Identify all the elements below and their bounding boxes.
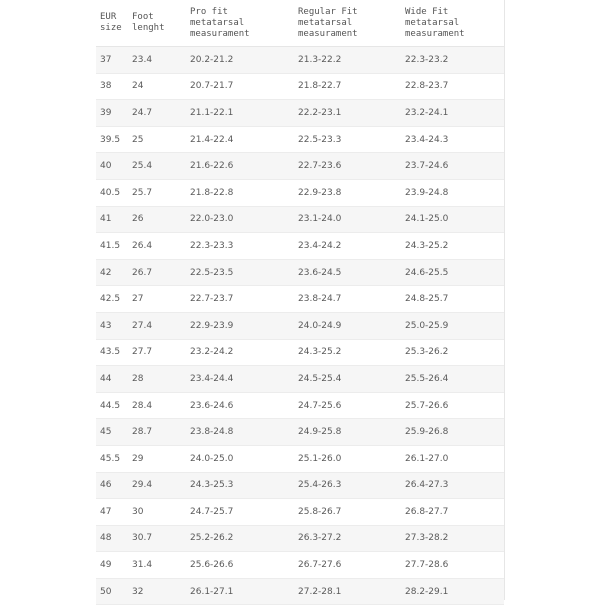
cell-foot-length: 28.4 [128,392,186,419]
cell-pro-fit: 23.4-24.4 [186,366,294,393]
header-line: measurament [298,28,358,39]
table-row [96,73,504,100]
cell-foot-length: 32 [128,578,186,605]
table-row [96,472,504,499]
header-line: measurament [190,28,250,39]
cell-wide-fit: 26.1-27.0 [401,445,504,472]
cell-pro-fit: 25.6-26.6 [186,552,294,579]
cell-wide-fit: 27.3-28.2 [401,525,504,552]
cell-eur-size: 43 [96,312,128,339]
cell-wide-fit: 24.8-25.7 [401,286,504,313]
table-row [96,286,504,313]
cell-pro-fit: 24.0-25.0 [186,445,294,472]
size-chart [96,0,505,600]
table-row [96,100,504,127]
table-row [96,525,504,552]
cell-foot-length: 25 [128,126,186,153]
cell-regular-fit: 23.1-24.0 [294,206,401,233]
cell-regular-fit: 25.8-26.7 [294,499,401,526]
cell-eur-size: 38 [96,73,128,100]
cell-pro-fit: 23.2-24.2 [186,339,294,366]
cell-regular-fit: 23.4-24.2 [294,233,401,260]
cell-eur-size: 41.5 [96,233,128,260]
table-row [96,233,504,260]
cell-foot-length: 27.7 [128,339,186,366]
cell-regular-fit: 21.8-22.7 [294,73,401,100]
cell-eur-size: 44.5 [96,392,128,419]
cell-regular-fit: 22.7-23.6 [294,153,401,180]
cell-eur-size: 41 [96,206,128,233]
cell-regular-fit: 25.1-26.0 [294,445,401,472]
cell-foot-length: 27.4 [128,312,186,339]
cell-regular-fit: 25.4-26.3 [294,472,401,499]
cell-foot-length: 25.4 [128,153,186,180]
cell-wide-fit: 23.7-24.6 [401,153,504,180]
size-table [96,0,504,605]
cell-foot-length: 29.4 [128,472,186,499]
table-header [96,0,504,47]
cell-pro-fit: 23.6-24.6 [186,392,294,419]
cell-pro-fit: 22.7-23.7 [186,286,294,313]
cell-foot-length: 24.7 [128,100,186,127]
cell-regular-fit: 21.3-22.2 [294,47,401,74]
cell-wide-fit: 28.2-29.1 [401,578,504,605]
cell-regular-fit: 26.7-27.6 [294,552,401,579]
cell-pro-fit: 24.3-25.3 [186,472,294,499]
cell-foot-length: 25.7 [128,179,186,206]
cell-eur-size: 42.5 [96,286,128,313]
header-line: lenght [132,23,165,33]
cell-eur-size: 47 [96,499,128,526]
cell-foot-length: 30 [128,499,186,526]
cell-wide-fit: 23.4-24.3 [401,126,504,153]
cell-foot-length: 26.4 [128,233,186,260]
cell-wide-fit: 25.7-26.6 [401,392,504,419]
cell-pro-fit: 21.1-22.1 [186,100,294,127]
header-regular-fit [294,0,401,47]
header-line: Wide Fit [405,6,449,17]
header-line: Pro fit [190,6,228,17]
header-foot-length [128,0,186,47]
cell-wide-fit: 25.3-26.2 [401,339,504,366]
cell-regular-fit: 23.6-24.5 [294,259,401,286]
table-row [96,179,504,206]
cell-pro-fit: 20.2-21.2 [186,47,294,74]
cell-regular-fit: 27.2-28.1 [294,578,401,605]
cell-wide-fit: 26.8-27.7 [401,499,504,526]
table-row [96,47,504,74]
header-eur-size [96,0,128,47]
cell-eur-size: 49 [96,552,128,579]
cell-pro-fit: 21.8-22.8 [186,179,294,206]
table-row [96,339,504,366]
table-row [96,419,504,446]
header-line: metatarsal [298,17,353,28]
cell-foot-length: 29 [128,445,186,472]
header-row [96,0,504,47]
table-row [96,499,504,526]
table-row [96,126,504,153]
cell-wide-fit: 25.5-26.4 [401,366,504,393]
cell-regular-fit: 22.2-23.1 [294,100,401,127]
cell-regular-fit: 24.0-24.9 [294,312,401,339]
cell-pro-fit: 22.3-23.3 [186,233,294,260]
table-body [96,47,504,605]
cell-wide-fit: 25.0-25.9 [401,312,504,339]
cell-eur-size: 45.5 [96,445,128,472]
cell-regular-fit: 22.9-23.8 [294,179,401,206]
table-row [96,392,504,419]
table-row [96,153,504,180]
cell-wide-fit: 22.8-23.7 [401,73,504,100]
cell-eur-size: 44 [96,366,128,393]
cell-foot-length: 28 [128,366,186,393]
cell-pro-fit: 21.4-22.4 [186,126,294,153]
cell-foot-length: 26.7 [128,259,186,286]
cell-regular-fit: 23.8-24.7 [294,286,401,313]
cell-wide-fit: 24.3-25.2 [401,233,504,260]
cell-wide-fit: 27.7-28.6 [401,552,504,579]
cell-pro-fit: 22.0-23.0 [186,206,294,233]
cell-pro-fit: 25.2-26.2 [186,525,294,552]
cell-eur-size: 39.5 [96,126,128,153]
table-row [96,578,504,605]
cell-eur-size: 39 [96,100,128,127]
cell-regular-fit: 24.5-25.4 [294,366,401,393]
cell-pro-fit: 23.8-24.8 [186,419,294,446]
cell-eur-size: 50 [96,578,128,605]
header-pro-fit [186,0,294,47]
header-line: size [100,23,122,33]
cell-foot-length: 23.4 [128,47,186,74]
cell-pro-fit: 26.1-27.1 [186,578,294,605]
table-row [96,206,504,233]
cell-eur-size: 37 [96,47,128,74]
header-line: metatarsal [190,17,245,28]
cell-wide-fit: 22.3-23.2 [401,47,504,74]
cell-eur-size: 40 [96,153,128,180]
cell-pro-fit: 22.9-23.9 [186,312,294,339]
cell-eur-size: 46 [96,472,128,499]
cell-foot-length: 26 [128,206,186,233]
header-line: metatarsal [405,17,460,28]
cell-wide-fit: 23.2-24.1 [401,100,504,127]
cell-wide-fit: 25.9-26.8 [401,419,504,446]
cell-wide-fit: 26.4-27.3 [401,472,504,499]
header-wide-fit [401,0,504,47]
cell-pro-fit: 24.7-25.7 [186,499,294,526]
cell-eur-size: 45 [96,419,128,446]
header-line: measurament [405,28,465,39]
cell-wide-fit: 24.6-25.5 [401,259,504,286]
header-line: Foot [132,12,154,22]
cell-pro-fit: 22.5-23.5 [186,259,294,286]
cell-regular-fit: 22.5-23.3 [294,126,401,153]
cell-foot-length: 31.4 [128,552,186,579]
cell-eur-size: 40.5 [96,179,128,206]
cell-regular-fit: 26.3-27.2 [294,525,401,552]
cell-regular-fit: 24.7-25.6 [294,392,401,419]
cell-foot-length: 30.7 [128,525,186,552]
table-row [96,552,504,579]
cell-foot-length: 28.7 [128,419,186,446]
table-row [96,366,504,393]
cell-foot-length: 27 [128,286,186,313]
cell-wide-fit: 24.1-25.0 [401,206,504,233]
header-line: EUR [100,12,117,22]
cell-regular-fit: 24.9-25.8 [294,419,401,446]
cell-wide-fit: 23.9-24.8 [401,179,504,206]
cell-eur-size: 43.5 [96,339,128,366]
cell-pro-fit: 20.7-21.7 [186,73,294,100]
header-line: Regular Fit [298,6,358,17]
table-row [96,445,504,472]
cell-eur-size: 48 [96,525,128,552]
table-row [96,259,504,286]
cell-foot-length: 24 [128,73,186,100]
cell-pro-fit: 21.6-22.6 [186,153,294,180]
table-row [96,312,504,339]
cell-eur-size: 42 [96,259,128,286]
cell-regular-fit: 24.3-25.2 [294,339,401,366]
